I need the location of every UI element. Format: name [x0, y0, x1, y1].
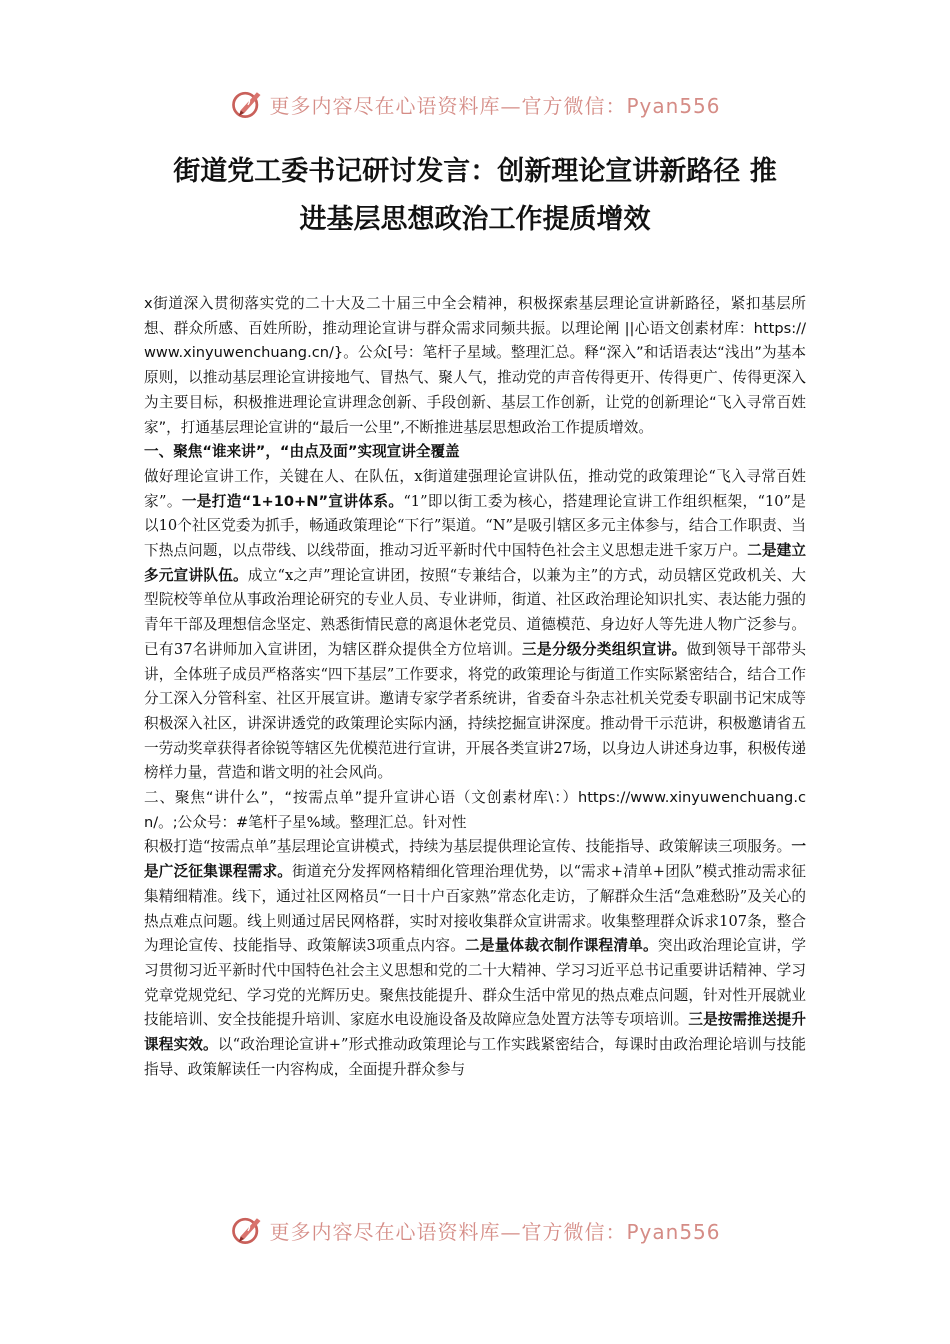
watermark-top [0, 84, 950, 124]
section-2-heading: 二、聚焦“讲什么”，“按需点单”提升宣讲心语（文创素材库\：）https://www.xinyuwenchuang.cn/。;公众号：#笔杆子星%域。整理汇总。针对性 [144, 789, 806, 831]
pen-logo-icon [229, 86, 265, 122]
section-2-paragraph: 积极打造“按需点单”基层理论宣讲模式，持续为基层提供理论宣传、技能指导、政策解读三项服务。一是广泛征集课程需求。街道充分发挥网格精细化管理治理优势，以“需求+清单+团队”模式推动需求征集精细精准。线下，通过社区网格员“一日十户百家熟”常态化走访，了解群众生活“急难愁盼”及关心的热点难点问题。线上则通过居民网格群，实时对接收集群众宣讲需求。收集整理群众诉求107条，整合为理论宣传、技能指导、政策解读3项重点内容。二是量体裁衣制作课程清单。突出政治理论宣讲，学习贯彻习近平新时代中国特色社会主义思想和党的二十大精神、学习习近平总书记重要讲话精神、学习党章党规党纪、学习党的光辉历史。聚焦技能提升、群众生活中常见的热点难点问题，针对性开展就业技能培训、安全技能提升培训、家庭水电设施设备及故障应急处置方法等专项培训。三是按需推送提升课程实效。以“政治理论宣讲+”形式推动政策理论与工作实践紧密结合，每课时由政治理论培训与技能指导、政策解读任一内容构成，全面提升群众参与 [144, 838, 806, 1078]
document-body [144, 292, 806, 1083]
section-2-point-1: 一是广泛征集课程需求。 [144, 838, 806, 881]
pen-logo-icon [229, 1212, 265, 1248]
document-title [140, 148, 810, 244]
section-2-point-3: 三是按需推送提升课程实效。 [144, 1011, 806, 1054]
section-2-point-2: 二是量体裁衣制作课程清单。 [465, 937, 658, 955]
watermark-bottom [0, 1210, 950, 1250]
section-1-paragraph: 做好理论宣讲工作，关键在人、在队伍，x街道建强理论宣讲队伍，推动党的政策理论“飞入寻常百姓家”。一是打造“1+10+N”宣讲体系。“1”即以街工委为核心，搭建理论宣讲工作组织框架，“10”是以10个社区党委为抓手，畅通政策理论“下行”渠道。“N”是吸引辖区多元主体参与，结合工作职责、当下热点问题，以点带线、以线带面，推动习近平新时代中国特色社会主义思想走进千家万户。二是建立多元宣讲队伍。成立“x之声”理论宣讲团，按照“专兼结合，以兼为主”的方式，动员辖区党政机关、大型院校等单位从事政治理论研究的专业人员、专业讲师，街道、社区政治理论知识扎实、表达能力强的青年干部及理想信念坚定、熟悉街情民意的离退休老党员、道德模范、身边好人等先进人物广泛参与。已有37名讲师加入宣讲团，为辖区群众提供全方位培训。三是分级分类组织宣讲。做到领导干部带头讲，全体班子成员严格落实“四下基层”工作要求，将党的政策理论与街道工作实际紧密结合，结合工作分工深入分管科室、社区开展宣讲。邀请专家学者系统讲，省委奋斗杂志社机关党委专职副书记宋成等积极深入社区，讲深讲透党的政策理论实际内涵，持续挖掘宣讲深度。推动骨干示范讲，积极邀请省五一劳动奖章获得者徐锐等辖区先优模范进行宣讲，开展各类宣讲27场，以身边人讲述身边事，积极传递榜样力量，营造和谐文明的社会风尚。 [144, 467, 806, 782]
title-line-2: 进基层思想政治工作提质增效 [299, 204, 651, 235]
section-1-heading: 一、聚焦“谁来讲”，“由点及面”实现宣讲全覆盖 [144, 443, 460, 461]
watermark-text: 更多内容尽在心语资料库—官方微信：Pyan556 [269, 1219, 721, 1244]
section-1-point-2: 二是建立多元宣讲队伍。 [144, 542, 806, 584]
watermark-text: 更多内容尽在心语资料库—官方微信：Pyan556 [269, 93, 721, 118]
intro-paragraph: x街道深入贯彻落实党的二十大及二十届三中全会精神，积极探索基层理论宣讲新路径，紧扣基层所想、群众所感、百姓所盼，推动理论宣讲与群众需求同频共振。以理论阐 ||心语文创素材库：https://www.xinyuwenchuang.cn/}。公众[号：笔杆子星域。整理汇总。释“深入”和话语表达“浅出”为基本原则，以推动基层理论宣讲接地气、冒热气、聚人气，推动党的声音传得更开、传得更广、传得更深入为主要目标，积极推进理论宣讲理念创新、手段创新、基层工作创新，让党的创新理论“飞入寻常百姓家”，打通基层理论宣讲的“最后一公里”,不断推进基层思想政治工作提质增效。 [144, 295, 806, 436]
section-1-point-1: 一是打造“1+10+N”宣讲体系。 [181, 492, 404, 510]
title-line-1: 街道党工委书记研讨发言：创新理论宣讲新路径 推 [173, 156, 777, 187]
section-1-point-3: 三是分级分类组织宣讲。 [522, 640, 687, 658]
